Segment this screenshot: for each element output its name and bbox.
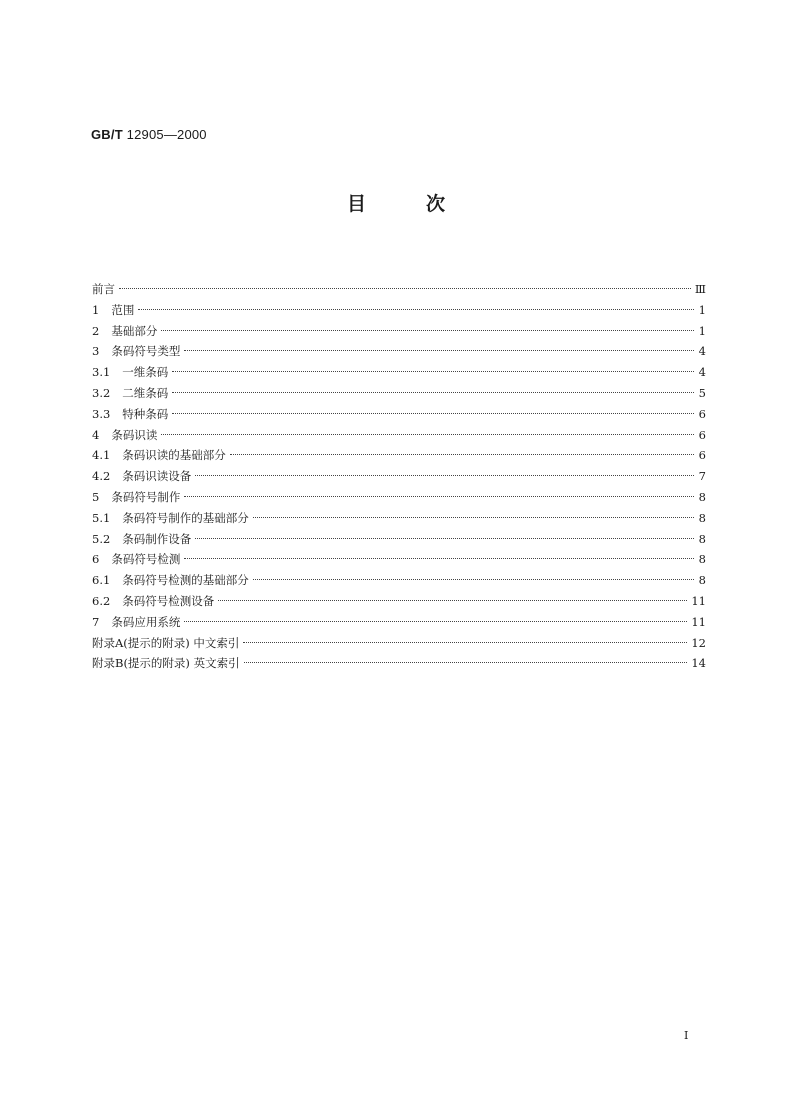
toc-dot-leader (172, 392, 694, 393)
page-number: I (684, 1029, 689, 1042)
toc-entry-number: 5.2 (92, 531, 111, 546)
toc-entry-title: 条码识读的基础部分 (122, 448, 226, 463)
toc-dot-leader (138, 309, 694, 310)
standard-code (91, 127, 207, 142)
toc-entry-title: 前言 (92, 282, 115, 296)
toc-entry-number: 5.1 (92, 510, 111, 525)
toc-entry-title: 二维条码 (122, 385, 169, 400)
page-title (0, 189, 792, 216)
toc-entry[interactable] (92, 549, 706, 570)
toc-entry-title: 条码符号检测的基础部分 (122, 573, 249, 588)
toc-entry-title: 特种条码 (122, 406, 169, 421)
toc-entry[interactable] (92, 508, 706, 529)
toc-entry[interactable] (92, 633, 706, 654)
toc-entry[interactable] (92, 362, 706, 383)
toc-entry-page: 7 (698, 469, 706, 484)
toc-entry-number: 3.1 (92, 365, 111, 380)
toc-dot-leader (244, 662, 688, 663)
toc-entry-page: 8 (698, 489, 706, 504)
toc-entry-number: 6.2 (92, 593, 111, 608)
toc-entry-title: 范围 (111, 302, 135, 317)
page-title-left: 目 (346, 193, 366, 215)
toc-dot-leader (184, 621, 687, 622)
toc-entry-title: 条码识读 (111, 427, 158, 442)
page-title-right: 次 (426, 193, 446, 215)
table-of-contents (92, 279, 706, 674)
toc-dot-leader (253, 517, 694, 518)
toc-entry-page: 5 (698, 385, 706, 400)
toc-entry-page: Ⅲ (694, 282, 706, 296)
toc-dot-leader (161, 330, 694, 331)
toc-entry-number: 5 (92, 489, 100, 504)
toc-dot-leader (172, 371, 694, 372)
toc-entry-page: 8 (698, 531, 706, 546)
toc-entry[interactable] (92, 570, 706, 591)
toc-entry-page: 11 (691, 593, 706, 608)
toc-entry-number: 4 (92, 427, 100, 442)
toc-entry-page: 12 (691, 635, 706, 650)
toc-dot-leader (243, 642, 687, 643)
toc-entry[interactable] (92, 466, 706, 487)
toc-entry[interactable] (92, 383, 706, 404)
toc-dot-leader (195, 475, 694, 476)
toc-dot-leader (195, 538, 694, 539)
standard-code-prefix: GB/T (91, 127, 123, 142)
toc-dot-leader (230, 454, 694, 455)
toc-entry-title: 基础部分 (111, 323, 158, 338)
toc-dot-leader (184, 496, 694, 497)
toc-entry-number: 2 (92, 323, 100, 338)
toc-entry[interactable] (92, 445, 706, 466)
toc-dot-leader (172, 413, 694, 414)
toc-entry-page: 8 (698, 510, 706, 525)
toc-entry-page: 4 (698, 344, 706, 359)
toc-entry-title: 一维条码 (122, 365, 169, 380)
toc-entry-page: 14 (691, 656, 706, 671)
toc-entry-page: 6 (698, 406, 706, 421)
toc-entry-number: 4.2 (92, 469, 111, 484)
toc-dot-leader (218, 600, 687, 601)
toc-entry[interactable] (92, 425, 706, 446)
toc-entry-title: 条码识读设备 (122, 469, 192, 484)
toc-entry-title: 条码应用系统 (111, 614, 181, 629)
toc-entry-page: 6 (698, 427, 706, 442)
toc-entry-title: 条码制作设备 (122, 531, 192, 546)
toc-entry[interactable] (92, 341, 706, 362)
toc-entry-title: 附录A(提示的附录) 中文索引 (92, 635, 240, 650)
toc-entry-title: 条码符号制作 (111, 489, 181, 504)
toc-entry[interactable] (92, 321, 706, 342)
toc-dot-leader (253, 579, 694, 580)
toc-entry[interactable] (92, 404, 706, 425)
toc-entry-title: 附录B(提示的附录) 英文索引 (92, 656, 240, 671)
toc-entry-page: 6 (698, 448, 706, 463)
toc-entry[interactable] (92, 529, 706, 550)
toc-dot-leader (184, 350, 694, 351)
toc-entry-page: 1 (698, 323, 706, 338)
toc-dot-leader (184, 558, 694, 559)
toc-entry-number: 6.1 (92, 573, 111, 588)
toc-entry[interactable] (92, 300, 706, 321)
toc-entry[interactable] (92, 279, 706, 300)
toc-entry-page: 8 (698, 573, 706, 588)
toc-dot-leader (119, 288, 691, 289)
toc-entry-title: 条码符号类型 (111, 344, 181, 359)
toc-entry[interactable] (92, 591, 706, 612)
toc-entry-page: 4 (698, 365, 706, 380)
toc-entry-page: 8 (698, 552, 706, 567)
toc-entry[interactable] (92, 487, 706, 508)
toc-entry[interactable] (92, 653, 706, 674)
toc-entry-title: 条码符号制作的基础部分 (122, 510, 249, 525)
toc-entry[interactable] (92, 612, 706, 633)
standard-code-number: 12905—2000 (126, 127, 207, 142)
toc-entry-number: 3.2 (92, 385, 111, 400)
toc-entry-title: 条码符号检测 (111, 552, 181, 567)
toc-entry-number: 6 (92, 552, 100, 567)
toc-entry-page: 1 (698, 302, 706, 317)
toc-entry-number: 3.3 (92, 406, 111, 421)
toc-entry-page: 11 (691, 614, 706, 629)
toc-entry-title: 条码符号检测设备 (122, 593, 215, 608)
toc-entry-number: 7 (92, 614, 100, 629)
toc-entry-number: 3 (92, 344, 100, 359)
toc-dot-leader (161, 434, 694, 435)
toc-entry-number: 4.1 (92, 448, 111, 463)
toc-entry-number: 1 (92, 302, 100, 317)
